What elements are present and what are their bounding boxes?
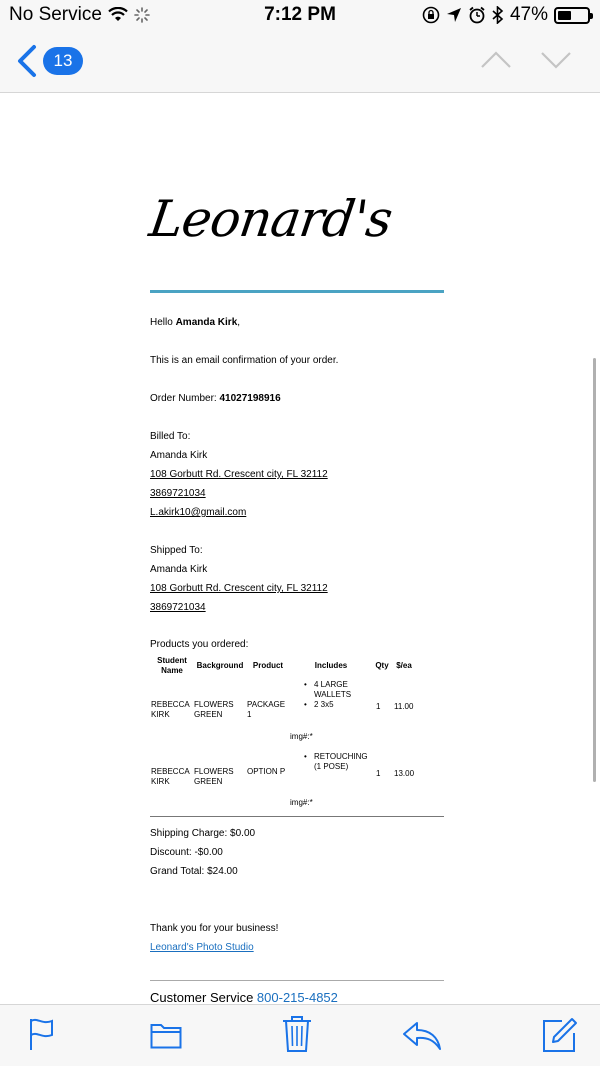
logo-divider <box>150 290 444 293</box>
status-time: 7:12 PM <box>264 4 336 25</box>
row1-include-item: • 2 3x5 <box>302 700 364 710</box>
row1-price: 11.00 <box>394 702 414 711</box>
customer-service-phone[interactable]: 800-215-4852 <box>256 990 338 1004</box>
order-number-line <box>150 393 281 404</box>
battery-icon <box>554 7 590 24</box>
location-icon <box>446 7 462 23</box>
row2-img: img#:* <box>290 798 313 807</box>
compose-icon[interactable] <box>542 1017 578 1053</box>
row1-student: REBECCA KIRK <box>151 700 190 719</box>
row2-product: OPTION P <box>247 767 286 776</box>
row1-qty: 1 <box>376 702 381 711</box>
unread-count-badge[interactable]: 13 <box>43 47 83 75</box>
billed-phone[interactable]: 3869721034 <box>150 488 206 499</box>
trash-icon[interactable] <box>282 1015 312 1053</box>
shipped-to-label: Shipped To: <box>150 545 203 556</box>
order-number-value: 41027198916 <box>219 393 281 404</box>
billed-name: Amanda Kirk <box>150 450 208 461</box>
flag-icon[interactable] <box>28 1017 56 1051</box>
row2-student-text: REBECCA KIRK <box>151 767 190 786</box>
header-product: Product <box>252 661 284 670</box>
greeting-suffix: , <box>237 317 241 328</box>
row1-include-item: • 4 LARGE WALLETS <box>302 680 364 700</box>
order-number-label: Order Number: <box>150 393 220 404</box>
totals-divider <box>150 816 444 817</box>
reply-icon[interactable] <box>402 1021 442 1051</box>
scrollbar[interactable] <box>593 358 596 782</box>
chevron-up-icon[interactable] <box>480 50 512 70</box>
shipped-name: Amanda Kirk <box>150 564 208 575</box>
footer-divider <box>150 980 444 981</box>
leonards-logo: Leonard's <box>145 190 396 248</box>
row1-product: PACKAGE 1 <box>247 700 286 719</box>
row2-qty: 1 <box>376 769 381 778</box>
header-background: Background <box>196 661 244 670</box>
greeting <box>150 317 240 328</box>
row1-includes <box>302 680 364 710</box>
status-bar <box>0 0 600 30</box>
customer-service-label: Customer Service <box>150 990 257 1004</box>
nav-bar <box>0 30 600 93</box>
header-student: Student Name <box>157 656 187 675</box>
shipping-charge: Shipping Charge: $0.00 <box>150 828 256 839</box>
billed-address[interactable]: 108 Gorbutt Rd. Crescent city, FL 32112 <box>150 469 328 480</box>
email-body[interactable] <box>0 94 600 1004</box>
battery-percent: 47% <box>509 4 548 25</box>
orientation-lock-icon <box>422 6 440 24</box>
battery-level <box>558 11 571 20</box>
status-right <box>422 4 590 26</box>
shipped-phone[interactable]: 3869721034 <box>150 602 206 613</box>
row2-price: 13.00 <box>394 769 415 778</box>
bluetooth-icon <box>492 6 504 24</box>
bottom-toolbar <box>0 1004 600 1066</box>
greeting-prefix: Hello <box>150 317 176 328</box>
row2-include-item: • RETOUCHING (1 POSE) <box>302 752 372 772</box>
folder-icon[interactable] <box>150 1021 182 1049</box>
grand-total: Grand Total: $24.00 <box>150 866 238 877</box>
row1-background: FLOWERS GREEN <box>194 700 234 719</box>
row2-background: FLOWERS GREEN <box>194 767 234 786</box>
thank-you: Thank you for your business! <box>150 923 279 934</box>
billed-to-label: Billed To: <box>150 431 191 442</box>
shipped-address[interactable]: 108 Gorbutt Rd. Crescent city, FL 32112 <box>150 583 328 594</box>
row2-includes <box>302 752 372 772</box>
greeting-name: Amanda Kirk <box>175 317 238 328</box>
chevron-down-icon[interactable] <box>540 50 572 70</box>
intro-text: This is an email confirmation of your order. <box>150 355 339 366</box>
back-chevron-icon[interactable] <box>16 44 38 78</box>
alarm-icon <box>468 6 486 24</box>
row1-img: img#:* <box>290 732 313 741</box>
studio-link[interactable]: Leonard's Photo Studio <box>150 942 254 953</box>
header-price: $/ea <box>396 661 412 670</box>
billed-email[interactable]: L.akirk10@gmail.com <box>150 507 247 518</box>
header-qty: Qty <box>375 661 389 670</box>
header-includes: Includes <box>314 661 348 670</box>
customer-service <box>150 990 338 1004</box>
carrier-label: No Service <box>9 4 102 25</box>
discount: Discount: -$0.00 <box>150 847 223 858</box>
products-label: Products you ordered: <box>150 639 249 650</box>
